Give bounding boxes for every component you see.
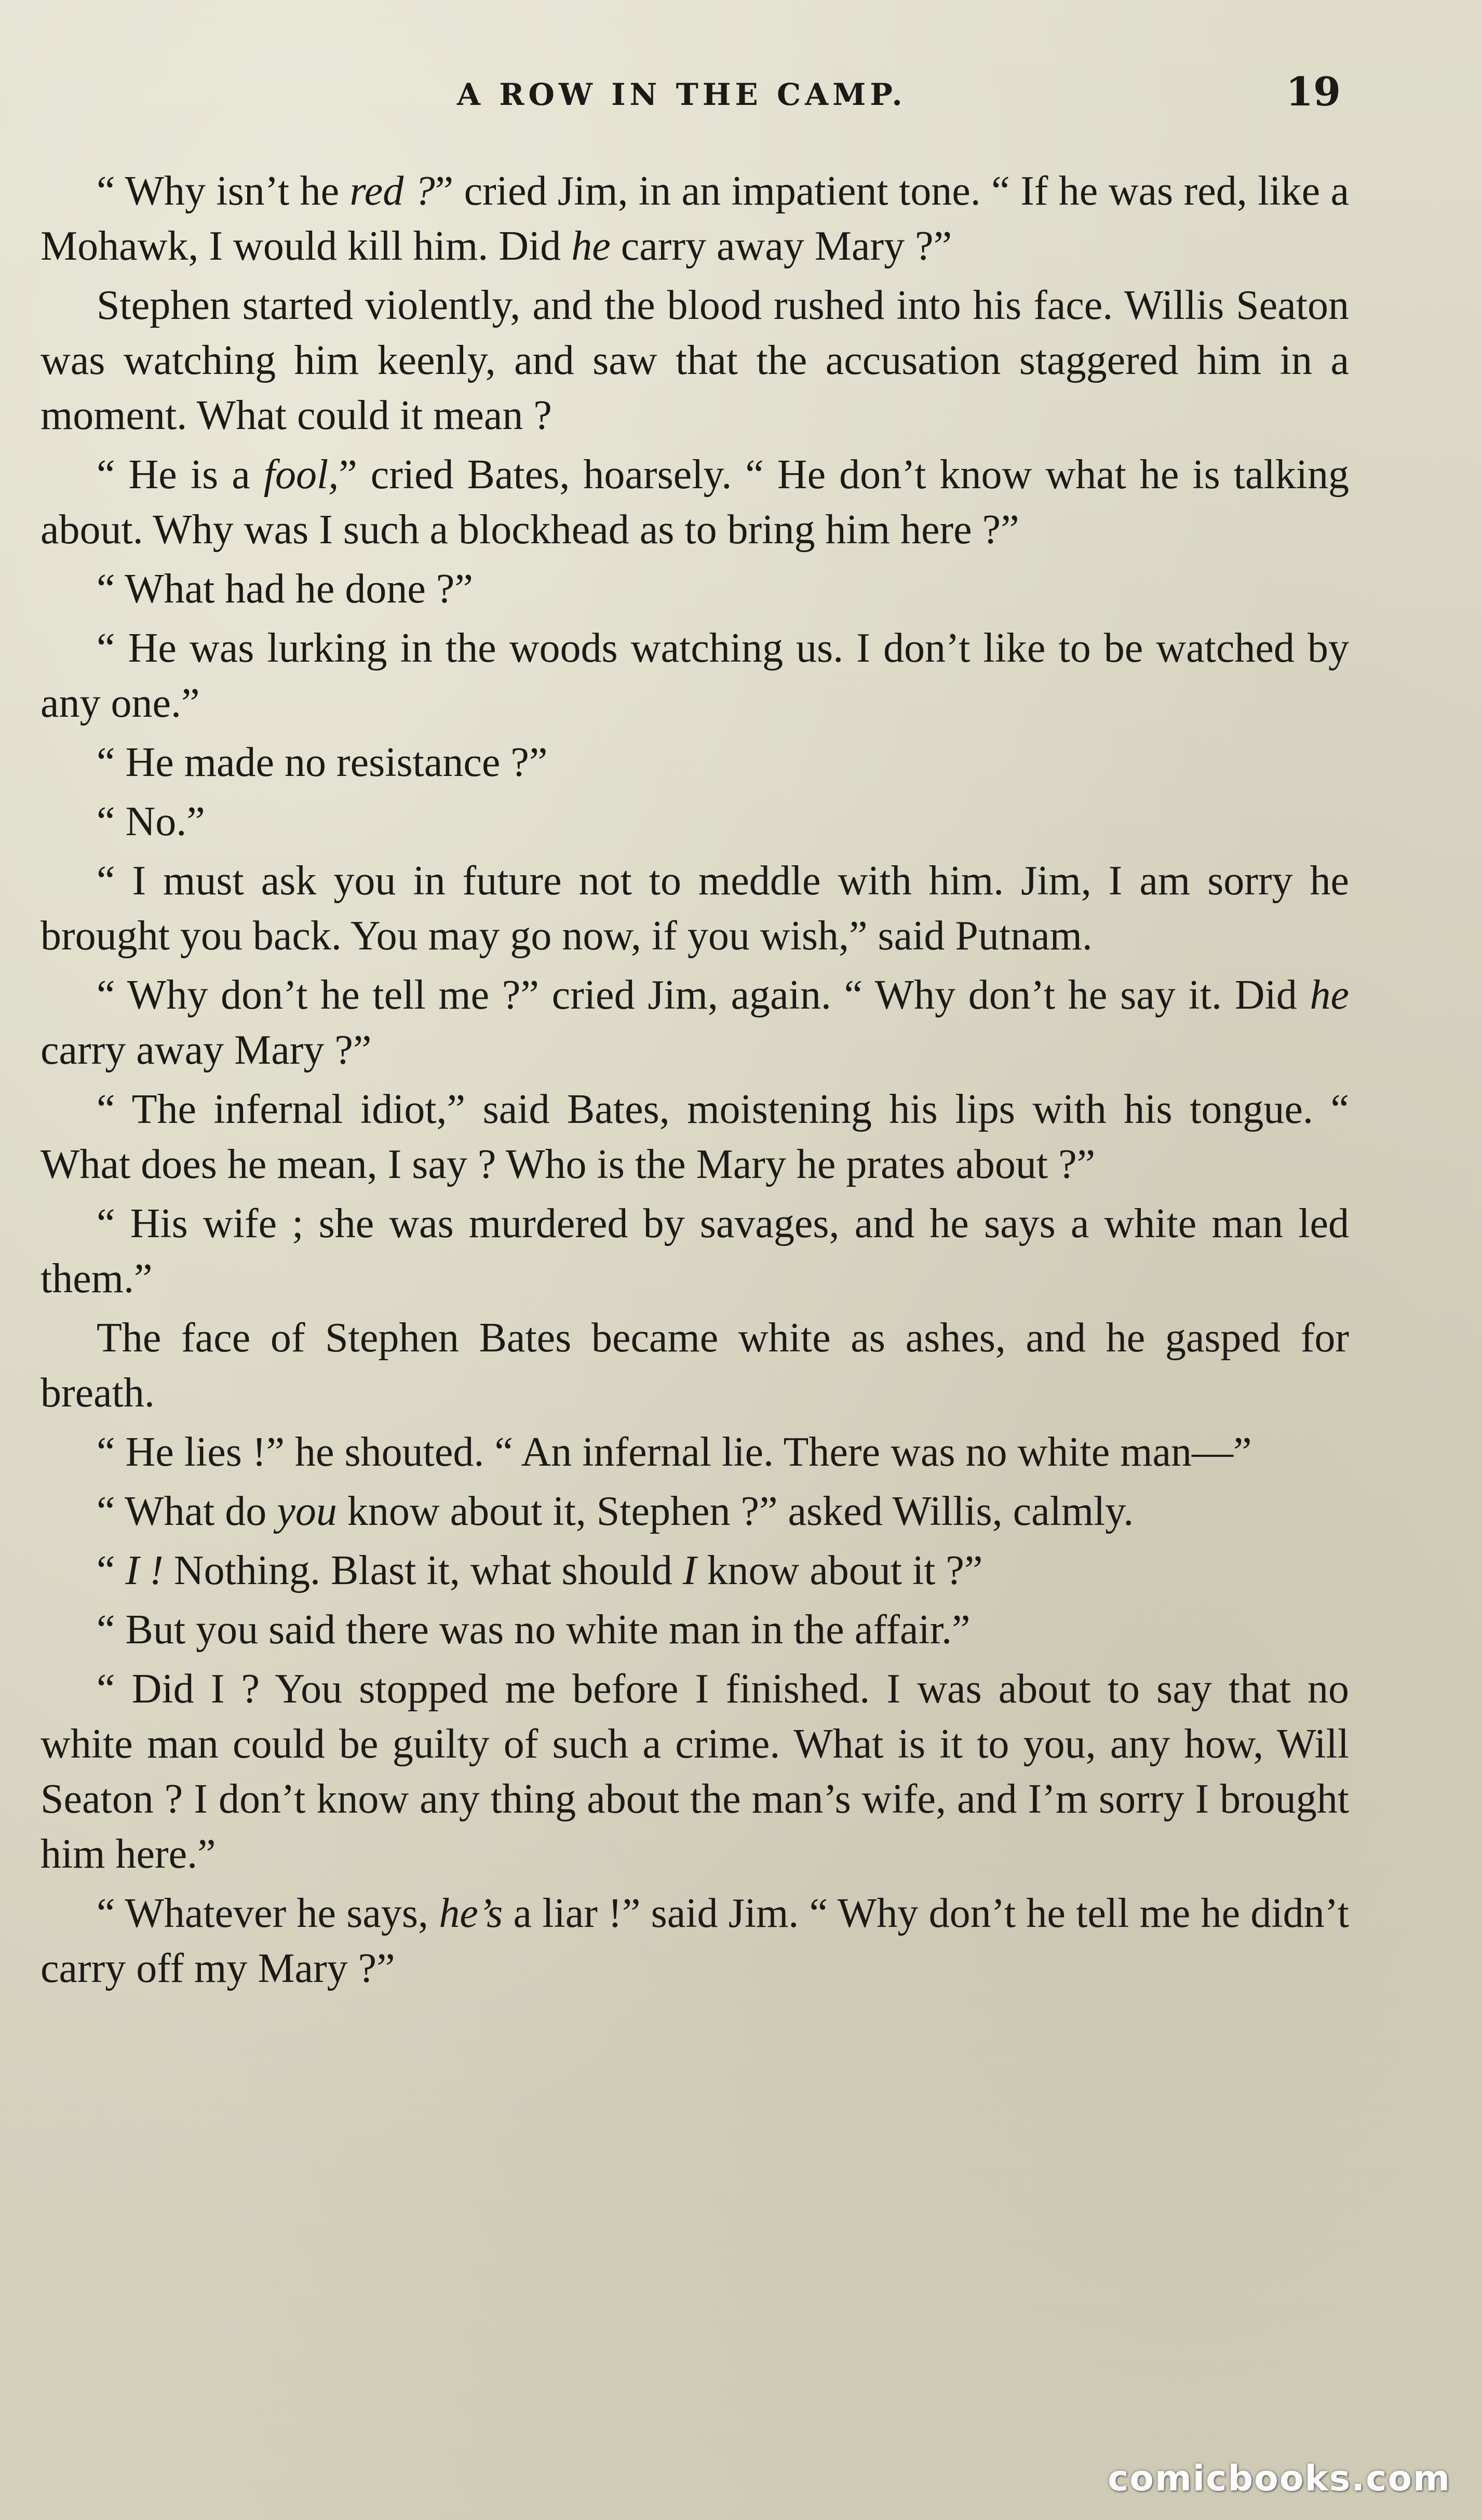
- italic-text: I: [682, 1548, 697, 1593]
- paragraph: [41, 164, 1349, 274]
- paragraph: [41, 853, 1349, 963]
- text-run: “ The infernal idiot,” said Bates, moistening his lips with his tongue. “ What does he mean, I say ? Who is the Mary he prates about ?”: [41, 1087, 1349, 1187]
- italic-text: I !: [125, 1548, 164, 1593]
- paragraph: [41, 968, 1349, 1078]
- text-run: “ He was lurking in the woods watching us. I don’t like to be watched by any one.”: [41, 625, 1349, 726]
- paragraph: [41, 1082, 1349, 1192]
- paragraph: [41, 447, 1349, 557]
- text-run: Stephen started violently, and the blood rushed into his face. Willis Seaton was watching him keenly, and saw that the accusation staggered him in a moment. What could it mean ?: [41, 283, 1349, 438]
- text-run: “ What do: [97, 1489, 277, 1534]
- paragraph: [41, 735, 1349, 790]
- italic-text: red ?: [349, 168, 435, 214]
- paragraph: [41, 1602, 1349, 1657]
- text-run: “ He lies !” he shouted. “ An infernal lie. There was no white man—”: [97, 1429, 1252, 1475]
- page-number: 19: [1286, 69, 1341, 115]
- paragraph: [41, 621, 1349, 731]
- text-run: “ What had he done ?”: [97, 566, 473, 612]
- text-run: “ Whatever he says,: [97, 1891, 439, 1936]
- text-run: “: [97, 1548, 126, 1593]
- text-run: “ Why isn’t he: [97, 168, 350, 214]
- paragraph: [41, 794, 1349, 849]
- running-head: A ROW IN THE CAMP.: [457, 77, 907, 112]
- text-run: ” cried Bates, hoarsely. “ He don’t know what he is talking about. Why was I such a blockhead as to bring him here ?”: [41, 452, 1349, 553]
- italic-text: he: [571, 223, 611, 269]
- text-run: “ But you said there was no white man in the affair.”: [97, 1607, 971, 1653]
- page-header: [42, 68, 1350, 125]
- paragraph: [41, 1543, 1349, 1598]
- text-run: know about it, Stephen ?” asked Willis, calmly.: [336, 1489, 1134, 1534]
- body-text: [41, 164, 1349, 2000]
- text-run: ” cried Jim, in an impatient tone. “ If he was red, like a Mohawk, I would kill him. Did: [41, 168, 1350, 269]
- paragraph: [41, 1196, 1349, 1306]
- paragraph: [41, 561, 1349, 616]
- paragraph: [41, 1310, 1349, 1420]
- text-run: Nothing. Blast it, what should: [163, 1548, 683, 1593]
- text-run: carry away Mary ?”: [610, 223, 952, 269]
- italic-text: he: [1310, 972, 1349, 1018]
- text-run: “ No.”: [97, 799, 205, 845]
- italic-text: he’s: [439, 1891, 503, 1936]
- text-run: “ He is a: [97, 452, 264, 498]
- text-run: “ Did I ? You stopped me before I finished. I was about to say that no white man could be guilty of such a crime. What is it to you, any how, Will Seaton ? I don’t know any thing about the man’s wife, and I’m sorry I brought him here.”: [41, 1666, 1349, 1877]
- text-run: “ His wife ; she was murdered by savages, and he says a white man led them.”: [41, 1201, 1349, 1302]
- italic-text: fool,: [263, 452, 339, 498]
- paragraph: [41, 278, 1349, 443]
- text-run: The face of Stephen Bates became white as ashes, and he gasped for breath.: [41, 1315, 1349, 1416]
- text-run: “ I must ask you in future not to meddle with him. Jim, I am sorry he brought you back. You may go now, if you wish,” said Putnam.: [41, 858, 1349, 959]
- paragraph: [41, 1661, 1349, 1882]
- watermark: comicbooks.com: [1107, 2458, 1451, 2499]
- italic-text: you: [277, 1489, 337, 1534]
- paragraph: [41, 1886, 1349, 1996]
- text-run: carry away Mary ?”: [41, 1027, 372, 1073]
- paragraph: [41, 1484, 1349, 1539]
- text-run: “ He made no resistance ?”: [97, 740, 548, 785]
- paragraph: [41, 1425, 1349, 1480]
- text-run: know about it ?”: [696, 1548, 983, 1593]
- text-run: a liar !” said Jim. “ Why don’t he tell me he didn’t carry off my Mary ?”: [41, 1891, 1349, 1991]
- text-run: “ Why don’t he tell me ?” cried Jim, again. “ Why don’t he say it. Did: [97, 972, 1310, 1018]
